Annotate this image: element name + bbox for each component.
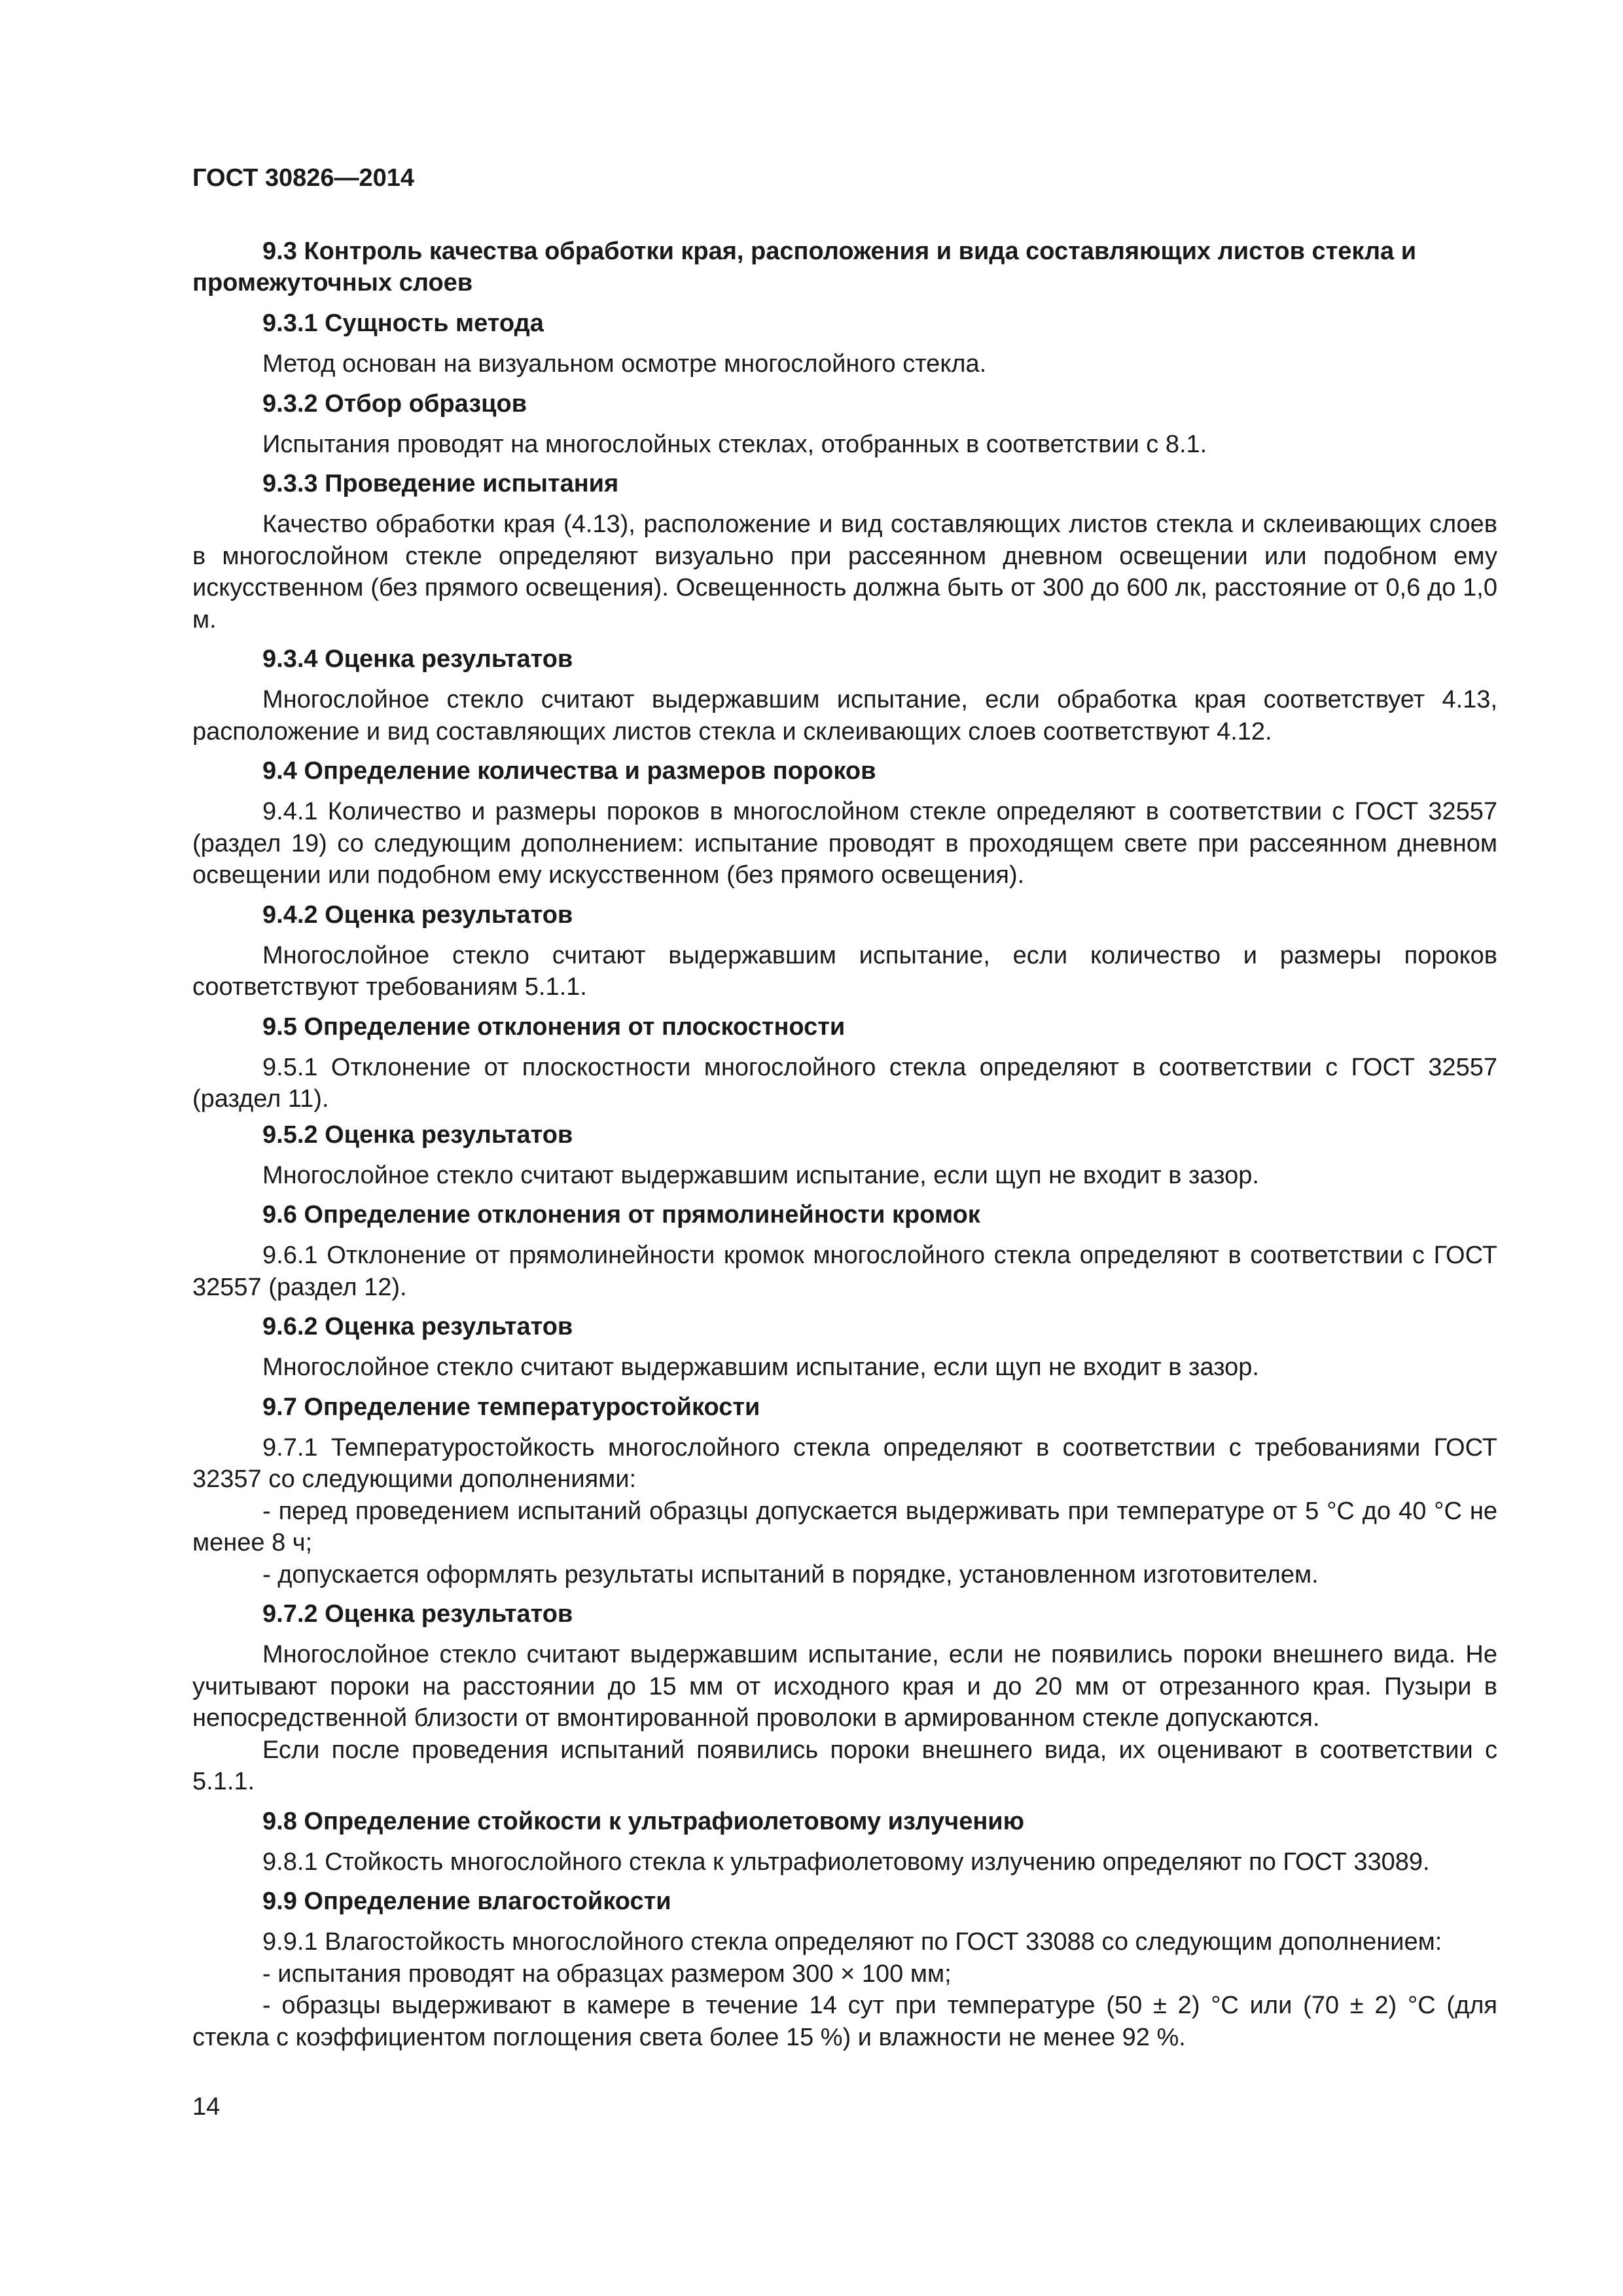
section-heading: 9.3.3 Проведение испытания xyxy=(262,470,619,497)
page-number: 14 xyxy=(192,2093,221,2121)
paragraph: Многослойное стекло считают выдержавшим испытание, если не появились пороки внешнего вида. Не учитывают пороки на расстоянии до 15 мм от исходного края и до 20 мм от отрезанного края. Пузыри в непосредственной близости от вмонтированной проволоки в армированном стекле допускаются. xyxy=(192,1641,1497,1732)
section-heading: 9.3.2 Отбор образцов xyxy=(262,389,527,418)
section-heading: 9.3.1 Сущность метода xyxy=(262,310,544,337)
paragraph: - допускается оформлять результаты испытаний в порядке, установленном изготовителем. xyxy=(262,1560,1319,1588)
section-heading: 9.7.2 Оценка результатов xyxy=(262,1600,573,1628)
paragraph: Многослойное стекло считают выдержавшим испытание, если обработка края соответствует 4.13, расположение и вид составляющих листов стекла и склеивающих слоев соответствуют 4.12. xyxy=(192,686,1497,745)
paragraph: 9.9.1 Влагостойкость многослойного стекла определяют по ГОСТ 33088 со следующим дополнением: xyxy=(262,1928,1442,1956)
paragraph: Если после проведения испытаний появились пороки внешнего вида, их оценивают в соответствии с 5.1.1. xyxy=(192,1736,1497,1795)
paragraph: 9.4.1 Количество и размеры пороков в многослойном стекле определяют в соответствии с ГОСТ 32557 (раздел 19) со следующим дополнением: испытание проводят в проходящем свете при рассеянном дневном освещении или подобном ему искусственном (без прямого освещения). xyxy=(192,798,1497,889)
paragraph: Многослойное стекло считают выдержавшим испытание, если количество и размеры пороков соответствуют требованиям 5.1.1. xyxy=(192,941,1497,1001)
section-heading: 9.6.2 Оценка результатов xyxy=(262,1313,573,1340)
paragraph: 9.7.1 Температуростойкость многослойного стекла определяют в соответствии с требованиями ГОСТ 32357 со следующими дополнениями: xyxy=(192,1433,1497,1493)
standard-header: ГОСТ 30826—2014 xyxy=(192,164,415,192)
section-heading: 9.3.4 Оценка результатов xyxy=(262,645,573,673)
section-heading: 9.5.2 Оценка результатов xyxy=(262,1121,573,1149)
section-heading: 9.7 Определение температуростойкости xyxy=(262,1393,760,1421)
document-page xyxy=(192,162,1497,2061)
section-heading: 9.4 Определение количества и размеров пороков xyxy=(262,757,876,785)
section-heading: 9.9 Определение влагостойкости xyxy=(262,1888,671,1915)
paragraph: - испытания проводят на образцах размером 300 × 100 мм; xyxy=(262,1960,952,1988)
section-heading: 9.4.2 Оценка результатов xyxy=(262,901,573,929)
paragraph: Многослойное стекло считают выдержавшим испытание, если щуп не входит в зазор. xyxy=(262,1161,1259,1189)
paragraph: Многослойное стекло считают выдержавшим испытание, если щуп не входит в зазор. xyxy=(262,1354,1259,1381)
section-heading: 9.8 Определение стойкости к ультрафиолетовому излучению xyxy=(262,1807,1025,1835)
section-heading: 9.5 Определение отклонения от плоскостности xyxy=(262,1013,846,1041)
paragraph: Метод основан на визуальном осмотре многослойного стекла. xyxy=(262,350,987,378)
paragraph: 9.5.1 Отклонение от плоскостности многослойного стекла определяют в соответствии с ГОСТ 32557 (раздел 11). xyxy=(192,1053,1497,1113)
document-body xyxy=(192,236,1497,2053)
paragraph: - образцы выдерживают в камере в течение 14 сут при температуре (50 ± 2) °С или (70 ± 2) °С (для стекла с коэффициентом поглощения света более 15 %) и влажности не менее 92 %. xyxy=(192,1992,1497,2051)
paragraph: 9.6.1 Отклонение от прямолинейности кромок многослойного стекла определяют в соответствии с ГОСТ 32557 (раздел 12). xyxy=(192,1242,1497,1301)
section-heading: 9.6 Определение отклонения от прямолинейности кромок xyxy=(262,1201,980,1229)
paragraph: Испытания проводят на многослойных стеклах, отобранных в соответствии с 8.1. xyxy=(262,430,1207,458)
section-heading: 9.3 Контроль качества обработки края, расположения и вида составляющих листов стекла и промежуточных слоев xyxy=(192,238,1417,296)
paragraph: 9.8.1 Стойкость многослойного стекла к ультрафиолетовому излучению определяют по ГОСТ 33089. xyxy=(262,1848,1430,1876)
paragraph: Качество обработки края (4.13), расположение и вид составляющих листов стекла и склеивающих слоев в многослойном стекле определяют визуально при рассеянном дневном освещении или подобном ему искусственном (без прямого освещения). Освещенность должна быть от 300 до 600 лк, расстояние от 0,6 до 1,0 м. xyxy=(192,511,1497,634)
paragraph: - перед проведением испытаний образцы допускается выдерживать при температуре от 5 °С до 40 °С не менее 8 ч; xyxy=(192,1497,1497,1556)
